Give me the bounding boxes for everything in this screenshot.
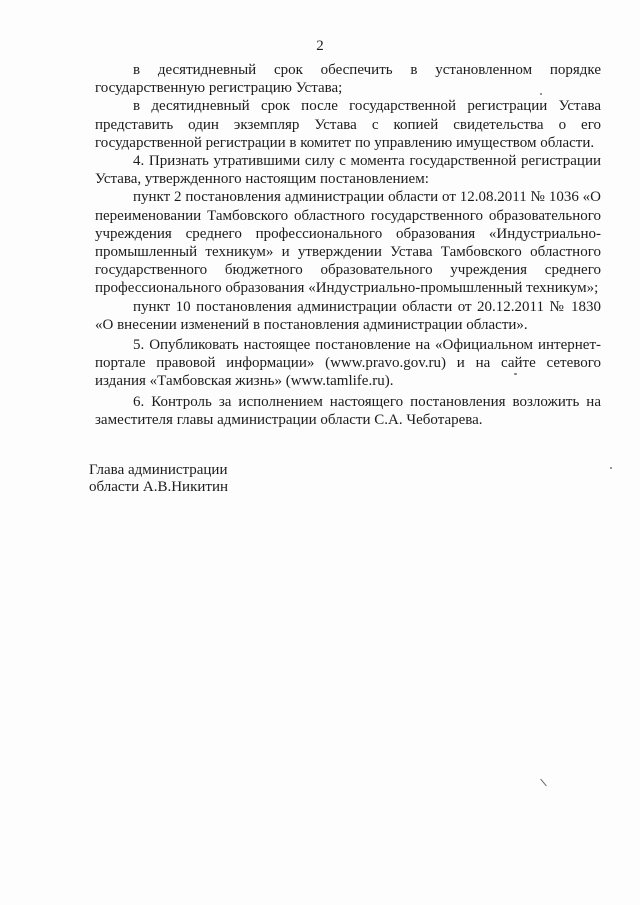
scan-speck <box>540 93 542 95</box>
paragraph-registration-deadline: в десятидневный срок обеспечить в установленном порядке государственную регистрацию Устава; <box>95 62 601 97</box>
paragraph-resolution-1036: пункт 2 постановления администрации области от 12.08.2011 № 1036 «О переименовании Тамбовского областного государственного образовательного учреждения среднего профессионального образования «Индустриально-промышленный техникум» и утверждении Устава Тамбовского областного государственного бюджетного образовательного учреждения среднего профессионального образования «Индустриально-промышленный техникум»; <box>95 189 601 297</box>
document-body <box>95 61 601 429</box>
scan-mark <box>540 779 547 787</box>
paragraph-point-4: 4. Признать утратившими силу с момента государственной регистрации Устава, утвержденного настоящим постановлением: <box>95 153 601 188</box>
signature-name: области А.В.Никитин <box>89 479 229 495</box>
scan-speck <box>514 373 517 375</box>
signature-block <box>89 462 228 496</box>
paragraph-point-6: 6. Контроль за исполнением настоящего постановления возложить на заместителя главы администрации области С.А. Чеботарева. <box>95 393 601 428</box>
signature-title: Глава администрации <box>89 462 228 478</box>
page-number: 2 <box>316 38 324 54</box>
paragraph-resolution-1830: пункт 10 постановления администрации области от 20.12.2011 № 1830 «О внесении изменений в постановления администрации области». <box>95 298 601 333</box>
paragraph-point-5: 5. Опубликовать настоящее постановление на «Официальном интернет-портале правовой информации» (www.pravo.gov.ru) и на сайте сетевого издания «Тамбовская жизнь» (www.tamlife.ru). <box>95 337 601 390</box>
paragraph-charter-copy: в десятидневный срок после государственной регистрации Устава представить один экземпляр Устава с копией свидетельства о его государственной регистрации в комитет по управлению имуществом области. <box>95 98 601 151</box>
scan-speck <box>610 467 612 469</box>
